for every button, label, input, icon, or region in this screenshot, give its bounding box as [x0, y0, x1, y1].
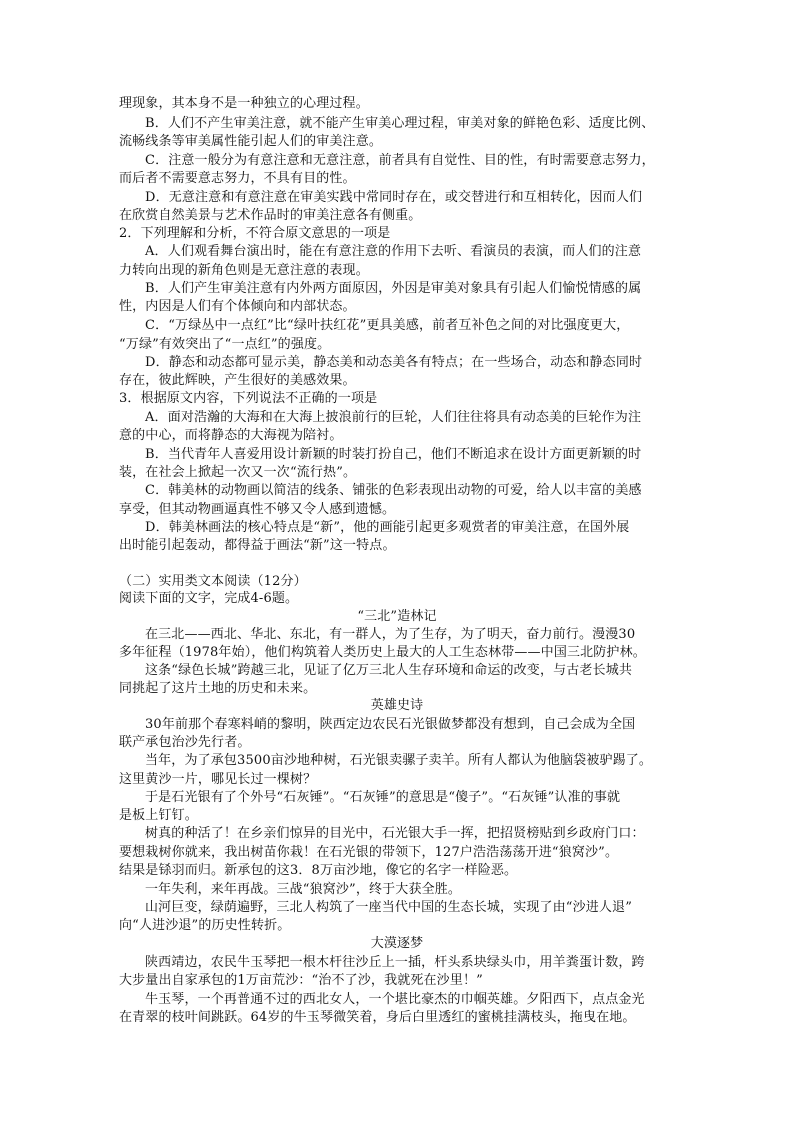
option-line: D．韩美林画法的核心特点是“新”，他的画能引起更多观赏者的审美注意，在国外展	[145, 520, 630, 535]
question-stem: 3．根据原文内容，下列说法不正确的一项是	[119, 391, 378, 406]
paragraph-line: 要想栽树你就来，我出树苗你栽！在石光银的带领下，127户浩浩荡荡开进“狼窝沙”。	[119, 845, 619, 860]
part-title: 大漠逐梦	[370, 936, 424, 951]
text-line: 意的中心，而将静态的大海视为陪衬。	[119, 428, 343, 443]
paragraph-line: 在三北——西北、华北、东北，有一群人，为了生存，为了明天，奋力前行。漫漫30	[145, 627, 636, 642]
paragraph-line: 一年失利，来年再战。三战“狼窝沙”，终于大获全胜。	[145, 882, 462, 897]
paragraph-line: 当年，为了承包3500亩沙地种树，石光银卖骡子卖羊。所有人都认为他脑袋被驴踢了。	[145, 753, 653, 768]
paragraph-line: 联产承包治沙先行者。	[119, 735, 251, 750]
paragraph-line: 30年前那个春寒料峭的黎明，陕西定边农民石光银做梦都没有想到，自己会成为全国	[145, 717, 636, 732]
text-line: 而后者不需要意志努力，不具有目的性。	[119, 171, 356, 186]
article-title: “三北”造林记	[357, 609, 437, 624]
section-instruction: 阅读下面的文字，完成4-6题。	[119, 591, 299, 606]
option-line: C．“万绿丛中一点红”比“绿叶扶红花”更具美感，前者互补色之间的对比强度更大，	[145, 318, 630, 333]
section-heading: （二）实用类文本阅读（12分）	[119, 574, 307, 589]
option-line: B．当代青年人喜爱用设计新颖的时装打扮自己，他们不断追求在设计方面更新颖的时	[145, 447, 642, 462]
text-line: 在欣赏自然美景与艺术作品时的审美注意各有侧重。	[119, 208, 422, 223]
paragraph-line: 牛玉琴，一个再普通不过的西北女人，一个堪比豪杰的巾帼英雄。夕阳西下，点点金光	[145, 992, 645, 1007]
paragraph-line: 向“人进沙退”的历史性转折。	[119, 918, 291, 933]
text-line: 存在，彼此辉映，产生很好的美感效果。	[119, 373, 356, 388]
option-line: A．面对浩瀚的大海和在大海上披浪前行的巨轮，人们往往将具有动态美的巨轮作为注	[145, 410, 642, 425]
text-line: 性，内因是人们有个体倾向和内部状态。	[119, 299, 356, 314]
text-line: 享受，但其动物画逼真性不够又令人感到遗憾。	[119, 502, 396, 517]
question-stem: 2．下列理解和分析，不符合原文意思的一项是	[119, 226, 391, 241]
paragraph-line: 于是石光银有了个外号“石灰锤”。“石灰锤”的意思是“傻子”。“石灰锤”认准的事就	[145, 790, 621, 805]
text-line: 装，在社会上掀起一次又一次“流行热”。	[119, 465, 357, 480]
option-line: C．注意一般分为有意注意和无意注意，前者具有自觉性、目的性，有时需要意志努力，	[145, 153, 655, 168]
text-line: 力转向出现的新角色则是无意注意的表现。	[119, 263, 369, 278]
option-line: A．人们观看舞台演出时，能在有意注意的作用下去听、看演员的表演，而人们的注意	[145, 244, 642, 259]
text-line: 流畅线条等审美属性能引起人们的审美注意。	[119, 134, 383, 149]
paragraph-line: 大步量出自家承包的1万亩荒沙：“治不了沙，我就死在沙里！”	[119, 973, 483, 988]
paragraph-line: 在青翠的枝叶间跳跃。64岁的牛玉琴微笑着，身后白里透红的蜜桃挂满枝头，拖曳在地。	[119, 1010, 636, 1025]
text-line: 出时能引起轰动，都得益于画法“新”这一特点。	[119, 538, 396, 553]
option-line: C．韩美林的动物画以简洁的线条、铺张的色彩表现出动物的可爱，给人以丰富的美感	[145, 483, 642, 498]
paragraph-line: 是板上钉钉。	[119, 808, 198, 823]
text-line: “万绿”有效突出了“一点红”的强度。	[119, 337, 331, 352]
paragraph-line: 陕西靖边，农民牛玉琴把一根木杆往沙丘上一插，杆头系块绿头巾，用羊粪蛋计数，跨	[145, 955, 645, 970]
option-line: B．人们产生审美注意有内外两方面原因，外因是审美对象具有引起人们愉悦情感的属	[145, 281, 642, 296]
option-line: D．无意注意和有意注意在审美实践中常同时存在，或交替进行和互相转化，因而人们	[145, 190, 643, 205]
paragraph-line: 山河巨变，绿荫遍野，三北人构筑了一座当代中国的生态长城，实现了由“沙进人退”	[145, 900, 632, 915]
text-line: 理现象，其本身不是一种独立的心理过程。	[119, 96, 369, 111]
paragraph-line: 这条“绿色长城”跨越三北，见证了亿万三北人生存环境和命运的改变，与古老长城共	[145, 663, 632, 678]
paragraph-line: 同挑起了这片土地的历史和未来。	[119, 681, 317, 696]
paragraph-line: 结果是铩羽而归。新承包的这3．8万亩沙地，像它的名字一样险恶。	[119, 863, 518, 878]
option-line: D．静态和动态都可显示美，静态美和动态美各有特点；在一些场合，动态和静态同时	[145, 355, 643, 370]
paragraph-line: 树真的种活了！在乡亲们惊异的目光中，石光银大手一挥，把招贤榜贴到乡政府门口：	[145, 826, 645, 841]
option-line: B．人们不产生审美注意，就不能产生审美心理过程，审美对象的鲜艳色彩、适度比例、	[145, 116, 655, 131]
paragraph-line: 多年征程（1978年始），他们构筑着人类历史上最大的人工生态林带——中国三北防护林。	[119, 645, 646, 660]
part-title: 英雄史诗	[370, 698, 424, 713]
paragraph-line: 这里黄沙一片，哪见长过一棵树？	[119, 772, 317, 787]
